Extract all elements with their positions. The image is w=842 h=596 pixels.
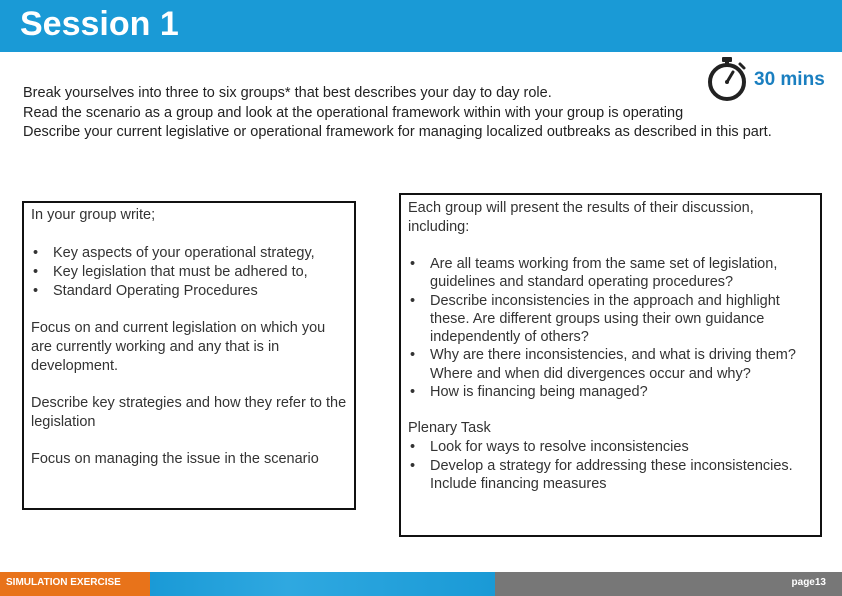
list-item: • Describe inconsistencies in the approach and highlight these. Are different groups using their own guidance independently of others? xyxy=(408,292,813,347)
strategies-paragraph: Describe key strategies and how they refer to the legislation xyxy=(31,395,347,430)
plenary-heading: Plenary Task xyxy=(408,420,491,437)
footer-label: SIMULATION EXERCISE xyxy=(6,577,121,588)
list-item: • How is financing being managed? xyxy=(408,383,813,401)
intro-instructions xyxy=(23,84,823,143)
intro-line: Read the scenario as a group and look at the operational framework within with your group is operating xyxy=(23,104,684,121)
footer-blue-segment xyxy=(150,572,495,596)
box-heading: In your group write; xyxy=(31,207,156,223)
writing-list xyxy=(31,244,347,301)
list-item: • Key legislation that must be adhered to, xyxy=(31,263,347,282)
page-number: page13 xyxy=(791,577,826,588)
list-item: • Look for ways to resolve inconsistencies xyxy=(408,438,813,456)
presentation-box xyxy=(399,193,822,537)
group-writing-box xyxy=(22,201,356,510)
footer-bar xyxy=(0,572,842,596)
list-item: • Develop a strategy for addressing these inconsistencies. Include financing measures xyxy=(408,457,813,494)
list-item: • Key aspects of your operational strategy, xyxy=(31,244,347,263)
box-heading: Each group will present the results of their discussion, including: xyxy=(408,200,754,235)
page-title: Session 1 xyxy=(20,5,179,43)
discussion-list xyxy=(408,255,813,401)
focus-paragraph: Focus on and current legislation on which you are currently working and any that is in development. xyxy=(31,320,326,374)
intro-line: Break yourselves into three to six groups* that best describes your day to day role. xyxy=(23,85,552,101)
plenary-list xyxy=(408,438,813,493)
session-duration: 30 mins xyxy=(754,69,825,90)
scenario-paragraph: Focus on managing the issue in the scenario xyxy=(31,451,319,467)
intro-line: Describe your current legislative or operational framework for managing localized outbreaks as described in this part. xyxy=(23,124,772,140)
list-item: • Why are there inconsistencies, and what is driving them? Where and when did divergences occur and why? xyxy=(408,346,813,383)
list-item: • Standard Operating Procedures xyxy=(31,282,347,301)
list-item: • Are all teams working from the same set of legislation, guidelines and standard operating procedures? xyxy=(408,255,813,292)
